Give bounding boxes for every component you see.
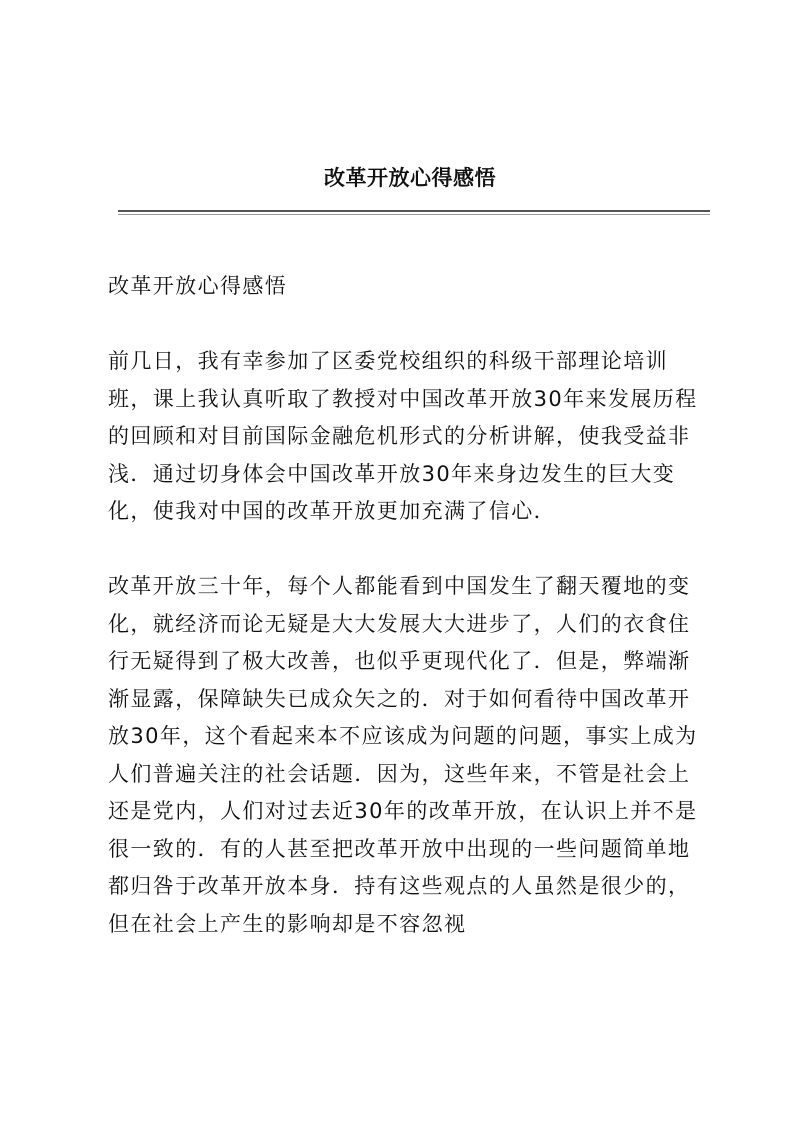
paragraph-2: 改革开放三十年，每个人都能看到中国发生了翻天覆地的变化，就经济而论无疑是大大发展大大进步了，人们的衣食住行无疑得到了极大改善，也似乎更现代化了．但是，弊端渐渐显露，保障缺失已成众矢之的．对于如何看待中国改革开放30年，这个看起来本不应该成为问题的问题，事实上成为人们普遍关注的社会话题．因为，这些年来，不管是社会上还是党内，人们对过去近30年的改革开放，在认识上并不是很一致的．有的人甚至把改革开放中出现的一些问题简单地都归咎于改革开放本身．持有这些观点的人虽然是很少的，但在社会上产生的影响却是不容忽视 [108, 574, 698, 936]
document-body [108, 268, 712, 943]
body-subheading: 改革开放心得感悟 [108, 274, 288, 298]
title-divider [118, 210, 710, 215]
document-title: 改革开放心得感悟 [324, 165, 496, 190]
paragraph-1: 前几日，我有幸参加了区委党校组织的科级干部理论培训班，课上我认真听取了教授对中国改革开放30年来发展历程的回顾和对目前国际金融危机形式的分析讲解，使我受益非浅．通过切身体会中国改革开放30年来身边发生的巨大变化，使我对中国的改革开放更加充满了信心． [108, 349, 698, 523]
